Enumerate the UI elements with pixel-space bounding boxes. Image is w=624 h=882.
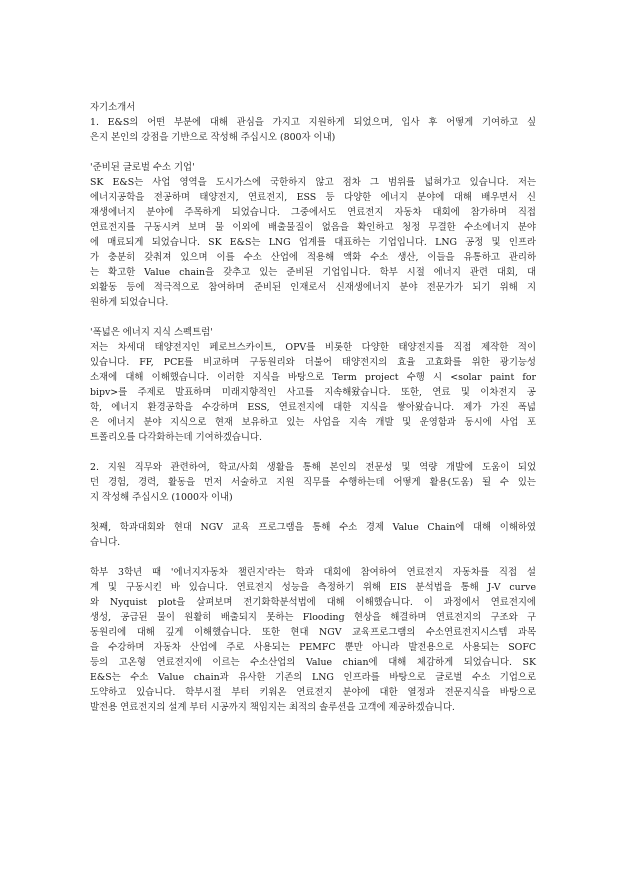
paragraph-line: bipv>를 주제로 발표하며 미래지향적인 사고를 지속해왔습니다. 또한, 연료 및 이차전지 공 (90, 387, 536, 398)
paragraph-line: 외활동 등에 적극적으로 참여하며 준비된 인재로서 신재생에너지 분야 전문가가 되기 위해 지 (90, 282, 536, 293)
paragraph-line: 계 및 구동시킨 바 있습니다. 연료전지 성능을 측정하기 위해 EIS 분석법을 통해 J-V curve (90, 582, 536, 593)
paragraph-line: 재생에너지 분야에 주목하게 되었습니다. 그중에서도 연료전지 자동차 대회에 참가하며 직접 (90, 207, 536, 218)
paragraph-line: 소재에 대해 이해했습니다. 이러한 지식을 바탕으로 Term project 수행 시 <solar paint for (90, 372, 536, 383)
paragraph-line: 등의 고온형 연료전지에 이르는 수소산업의 Value chian에 대해 체감하게 되었습니다. SK (90, 657, 536, 668)
paragraph-section-3 (90, 565, 536, 715)
question-2 (90, 460, 536, 505)
document-body (90, 100, 536, 715)
paragraph-line: 연료전지를 구동시켜 보며 물 이외에 배출물질이 없음을 확인하고 청정 무결한 수소에너지 분야 (90, 222, 536, 233)
paragraph-line: 은 에너지 분야 지식으로 현재 보유하고 있는 사업을 지속 개발 및 운영함과 동시에 사업 포 (90, 417, 536, 428)
question-line: 1. E&S의 어떤 부분에 대해 관심을 가지고 지원하게 되었으며, 입사 후 어떻게 기여하고 싶 (90, 117, 536, 128)
section-heading-line: 습니다. (90, 537, 121, 548)
paragraph-line: SK E&S는 사업 영역을 도시가스에 국한하지 않고 점차 그 범위를 넓혀가고 있습니다. 저는 (90, 177, 536, 188)
section-heading-line: 첫째, 학과대회와 현대 NGV 교육 프로그램을 통해 수소 경제 Value Chain에 대해 이해하였 (90, 522, 536, 533)
paragraph-line: 도약하고 있습니다. 학부시절 부터 키워온 연료전지 분야에 대한 열정과 전문지식을 바탕으로 (90, 687, 536, 698)
paragraph-section-1 (90, 175, 536, 310)
question-line: 2. 지원 직무와 관련하여, 학교/사회 생활을 통해 본인의 전문성 및 역량 개발에 도움이 되었 (90, 462, 536, 473)
paragraph-line: 는 확고한 Value chain을 갖추고 있는 준비된 기업입니다. 학부 시절 에너지 관련 대회, 대 (90, 267, 536, 278)
question-line: 은지 본인의 강점을 기반으로 작성해 주십시오 (800자 이내) (90, 132, 336, 143)
paragraph-line: 있습니다. FF, PCE를 비교하며 구동원리와 더불어 태양전지의 효율 고효화를 위한 광기능성 (90, 357, 536, 368)
paragraph-line: 에너지공학을 전공하며 태양전지, 연료전지, ESS 등 다양한 에너지 분야에 대해 배우면서 신 (90, 192, 536, 203)
paragraph-line: 가 충분히 갖춰져 있으며 이를 수소 산업에 적용해 액화 수소 생산, 이들을 유통하고 관리하 (90, 252, 536, 263)
question-line: 지 작성해 주십시오 (1000자 이내) (90, 492, 233, 503)
question-1 (90, 115, 536, 145)
paragraph-line: 발전용 연료전지의 설계 부터 시공까지 책임지는 최적의 솔루션을 고객에 제공하겠습니다. (90, 702, 455, 713)
question-line: 던 경험, 경력, 활동을 먼저 서술하고 지원 직무를 수행하는데 어떻게 활용(도움) 될 수 있는 (90, 477, 536, 488)
paragraph-line: 생성, 공급된 물이 원활히 배출되지 못하는 Flooding 현상을 해결하며 연료전지의 구조와 구 (90, 612, 536, 623)
paragraph-section-2 (90, 340, 536, 445)
paragraph-line: 학부 3학년 때 '에너지자동차 챌린지'라는 학과 대회에 참여하여 연료전지 자동차를 직접 설 (90, 567, 536, 578)
paragraph-line: 동원리에 대해 깊게 이해했습니다. 또한 현대 NGV 교육프로그램의 수소연료전지시스템 과목 (90, 627, 536, 638)
paragraph-line: 트폴리오를 다각화하는데 기여하겠습니다. (90, 432, 262, 443)
document-title: 자기소개서 (90, 102, 136, 113)
paragraph-line: 원하게 되었습니다. (90, 297, 169, 308)
section-heading: '폭넓은 에너지 지식 스펙트럼' (90, 327, 213, 338)
section-heading: '준비된 글로벌 수소 기업' (90, 162, 195, 173)
paragraph-line: 에 매료되게 되었습니다. SK E&S는 LNG 업계를 대표하는 기업입니다. LNG 공정 및 인프라 (90, 237, 536, 248)
paragraph-line: 와 Nyquist plot을 살펴보며 전기화학분석법에 대해 이해했습니다. 이 과정에서 연료전지에 (90, 597, 536, 608)
paragraph-line: 을 수강하며 자동차 산업에 주로 사용되는 PEMFC 뿐만 아니라 발전용으로 사용되는 SOFC (90, 642, 536, 653)
section-heading-3 (90, 520, 536, 550)
paragraph-line: E&S는 수소 Value chain과 유사한 기존의 LNG 인프라를 바탕으로 글로벌 수소 기업으로 (90, 672, 536, 683)
paragraph-line: 학, 에너지 환경공학을 수강하며 ESS, 연료전지에 대한 지식을 쌓아왔습니다. 제가 가진 폭넓 (90, 402, 536, 413)
paragraph-line: 저는 차세대 태양전지인 페로브스카이트, OPV를 비롯한 다양한 태양전지를 직접 제작한 적이 (90, 342, 536, 353)
